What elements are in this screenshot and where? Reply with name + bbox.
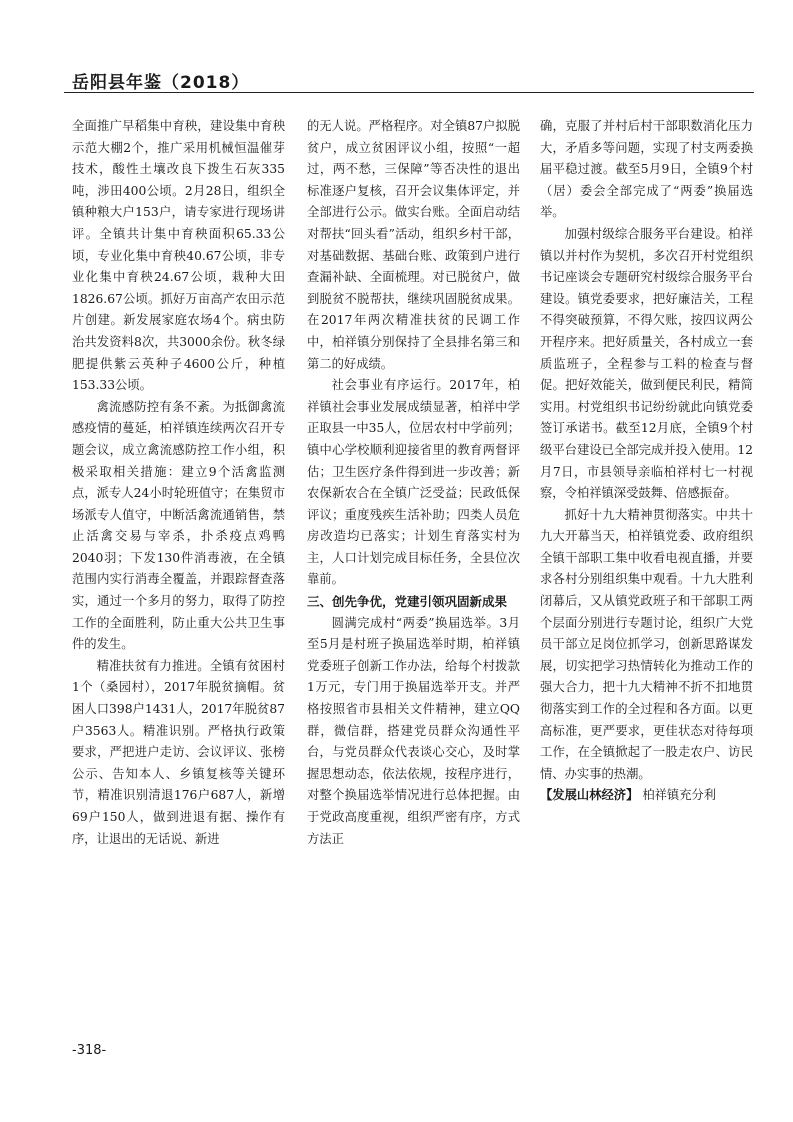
header-divider xyxy=(64,92,754,93)
text-column-1 xyxy=(72,116,285,850)
paragraph-village-election: 圆满完成村“两委”换届选举。3月至5月是村班子换届选举时期，柏祥镇党委班子创新工作办法，给每个村拨款1万元，专门用于换届选举开支。并严格按照省市县相关文件精神，建立QQ群，微信群，搭建党员群众沟通性平台，与党员群众代表谈心交心，及时掌握思想动态，依法依规，按程序进行，对整个换届选举情况进行总体把握。由于党政高度重视，组织严密有序，方式方法正 xyxy=(307,615,520,846)
section-heading-party-building: 三、创先争优，党建引领巩固新成果 xyxy=(307,594,508,610)
paragraph-rice-seedling: 全面推广早稻集中育秧，建设集中育秧示范大棚2个，推广采用机械恒温催芽技术，酸性土壤改良下拨生石灰335吨，涉田400公顷。2月28日，组织全镇种粮大户153户，请专家进行现场讲评。全镇共计集中育秧面积65.33公顷，专业化集中育秧40.67公顷，非专业化集中育秧24.67公顷，栽种大田1826.67公顷。抓好万亩高产农田示范片创建。新发展家庭农场4个。病虫防治共发资料8次，共3000余份。秋冬绿肥提供紫云英种子4600公斤，种植153.33公顷。 xyxy=(72,119,285,393)
text-column-3 xyxy=(540,116,753,807)
paragraph-social-affairs: 社会事业有序运行。2017年，柏祥镇社会事业发展成绩显著，柏祥中学正取县一中35人，位居农村中学前列；镇中心学校顺利迎接省里的教育两督评估；卫生医疗条件得到进一步改善；新农保新农合在全镇广泛受益；民政低保评议；重度残疾生活补助；四类人员危房改造均已落实；计划生育落实村为主，人口计划完成目标任务，全县位次靠前。 xyxy=(307,378,520,587)
paragraph-election-continued: 确，克服了并村后村干部职数消化压力大，矛盾多等问题，实现了村支两委换届平稳过渡。截至5月9日，全镇9个村（居）委会全部完成了“两委”换届选举。 xyxy=(540,119,753,220)
paragraph-poverty-alleviation: 精准扶贫有力推进。全镇有贫困村1个（桑园村），2017年脱贫摘帽。贫困人口398户1431人，2017年脱贫87户3563人。精准识别。严格执行政策要求，严把进户走访、会议评议、张榜公示、告知本人、乡镇复核等关键环节，精准识别清退176户687人，新增69户150人，做到进退有据、操作有序，让退出的无话说、新进 xyxy=(72,658,285,846)
text-column-2 xyxy=(307,116,520,850)
forest-economy-text: 柏祥镇充分利 xyxy=(642,788,717,803)
paragraph-poverty-continued: 的无人说。严格程序。对全镇87户拟脱贫户，成立贫困评议小组，按照“一超过，两不愁，三保障”等否决性的退出标准逐户复核，召开会议集体评定，并全部进行公示。做实台账。全面启动结对帮扶“回头看”活动，组织乡村干部，对基础数据、基础台账、政策到户进行查漏补缺、全面梳理。对已脱贫户，做到脱贫不脱帮扶，继续巩固脱贫成果。在2017年两次精准扶贫的民调工作中，柏祥镇分别保持了全县排名第三和第二的好成绩。 xyxy=(307,119,520,371)
section-badge-forest-economy: 【发展山林经济】 xyxy=(540,788,639,803)
paragraph-forest-economy xyxy=(540,785,753,807)
yearbook-header-title: 岳阳县年鉴（2018） xyxy=(72,73,250,93)
paragraph-service-platform: 加强村级综合服务平台建设。柏祥镇以并村作为契机，多次召开村党组织书记座谈会专题研究村级综合服务平台建设。镇党委要求，把好廉洁关，工程不得突破预算，不得欠账，按四议两公开程序来。把好质量关，各村成立一套质监班子，全程参与工料的检查与督促。把好效能关，做到便民利民，精简实用。村党组织书记纷纷就此向镇党委签订承诺书。截至12月底，全镇9个村级平台建设已全部完成并投入使用。12月7日，市县领导亲临柏祥村七一村视察，令柏祥镇深受鼓舞、倍感振奋。 xyxy=(540,226,753,501)
page-number: -318- xyxy=(72,1043,107,1058)
paragraph-nineteenth-congress: 抓好十九大精神贯彻落实。中共十九大开幕当天，柏祥镇党委、政府组织全镇干部职工集中收看电视直播，并要求各村分别组织集中观看。十九大胜利闭幕后，又从镇党政班子和干部职工两个层面分别进行专题讨论，组织广大党员干部立足岗位抓学习，创新思路谋发展，切实把学习热情转化为推动工作的强大合力，把十九大精神不折不扣地贯彻落实到工作的全过程和各方面。以更高标准，更严要求，更佳状态对待每项工作，在全镇掀起了一股走农户、访民情、办实事的热潮。 xyxy=(540,507,753,781)
paragraph-avian-flu: 禽流感防控有条不紊。为抵御禽流感疫情的蔓延，柏祥镇连续两次召开专题会议，成立禽流感防控工作小组，积极采取相关措施：建立9个活禽监测点，派专人24小时轮班值守；在集贸市场派专人值守，中断活禽流通销售，禁止活禽交易与宰杀，扑杀疫点鸡鸭2040羽；下发130件消毒液，在全镇范围内实行消毒全覆盖，并跟踪督查落实，通过一个多月的努力，取得了防控工作的全面胜利，防止重大公共卫生事件的发生。 xyxy=(72,399,285,652)
